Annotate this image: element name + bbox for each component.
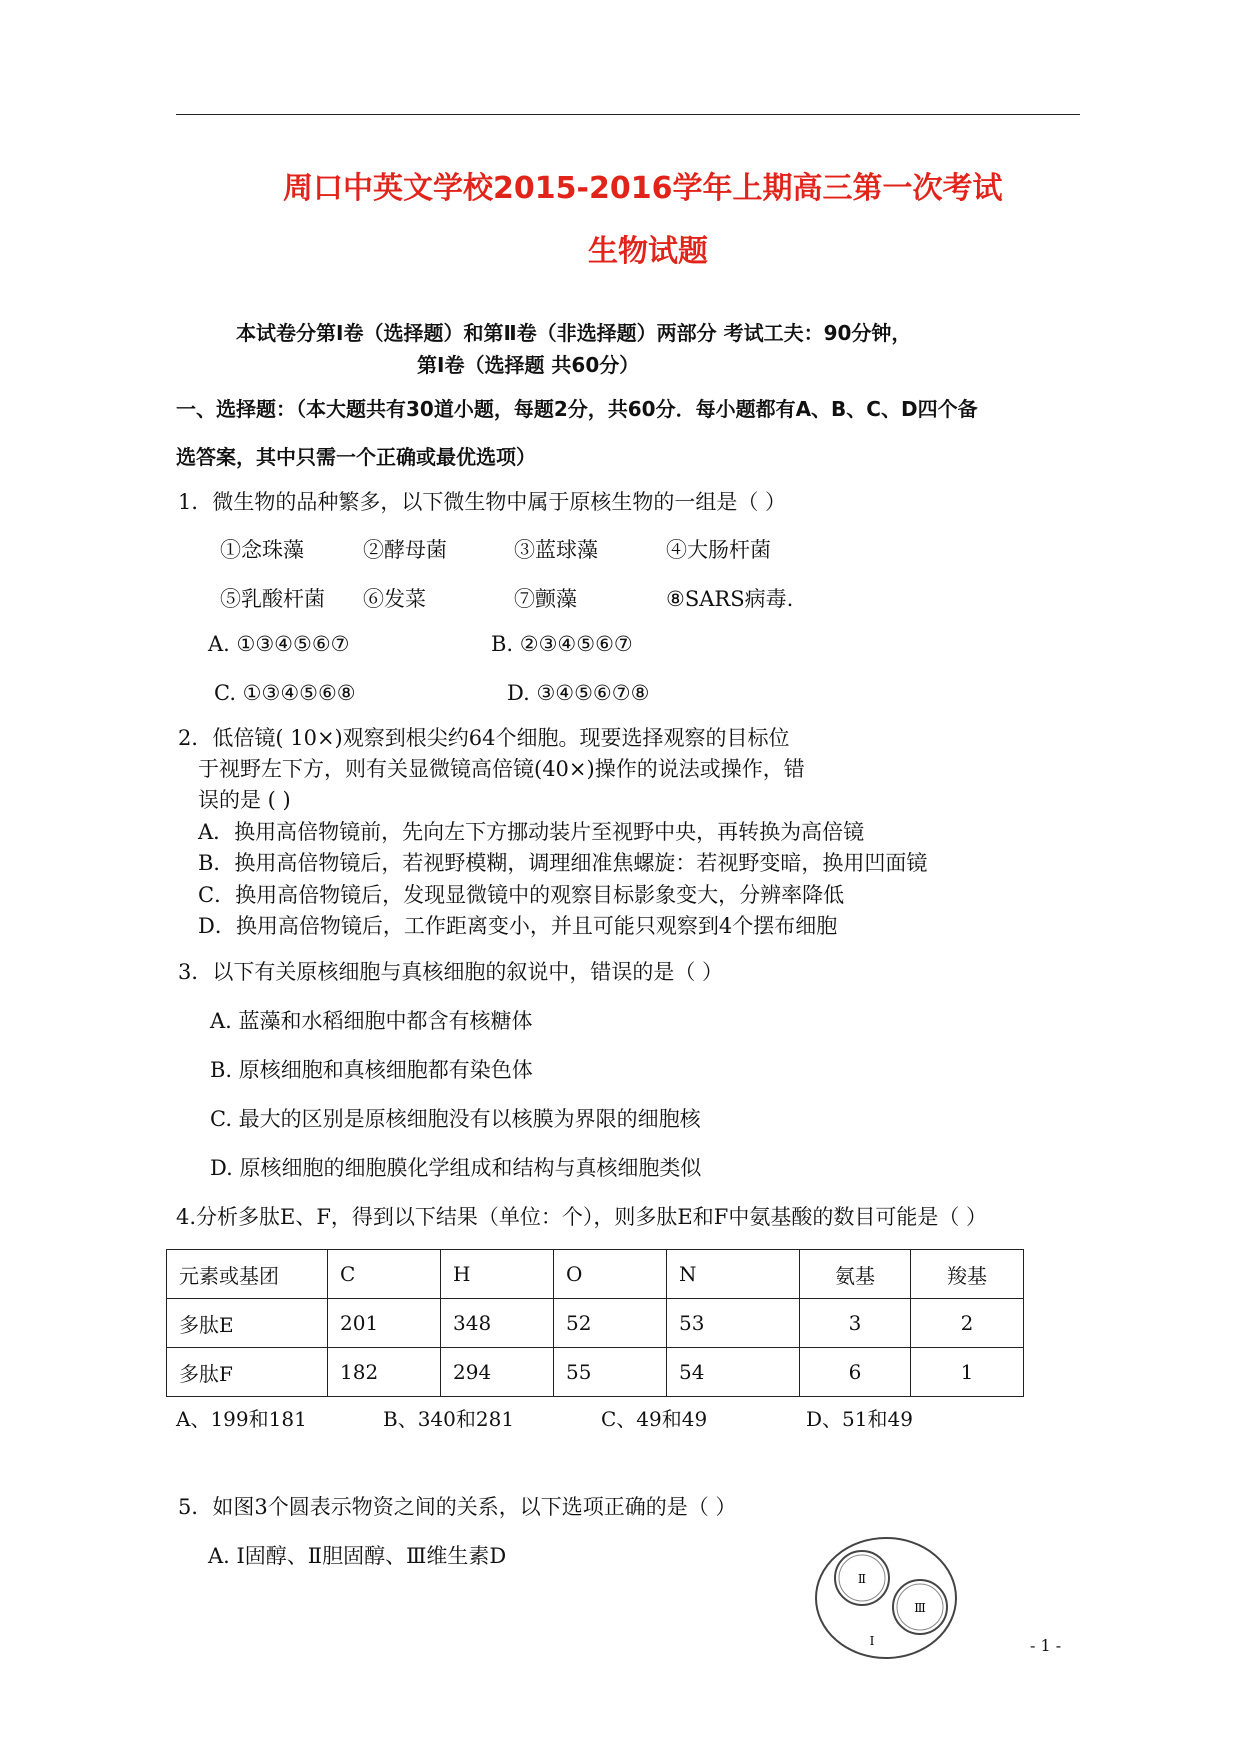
q4-option-b: B、340和281: [383, 1407, 515, 1431]
q2-option-b: B．换用高倍物镜后，若视野模糊，调理细准焦螺旋：若视野变暗，换用凹面镜: [198, 851, 928, 875]
q1-item-1: ①念珠藻: [220, 538, 304, 562]
q4-option-d: D、51和49: [806, 1407, 913, 1431]
venn-circle-diagram: [812, 1535, 960, 1661]
table-cell: 1: [911, 1348, 1024, 1397]
table-cell: 53: [667, 1299, 800, 1348]
q1-option-d: D. ③④⑤⑥⑦⑧: [507, 681, 650, 705]
q3-option-b: B. 原核细胞和真核细胞都有染色体: [210, 1058, 533, 1082]
table-cell: 54: [667, 1348, 800, 1397]
q2-option-d: D．换用高倍物镜后，工作距离变小，并且可能只观察到4个摆布细胞: [198, 914, 838, 938]
q2-option-a: A．换用高倍物镜前，先向左下方挪动装片至视野中央，再转换为高倍镜: [198, 820, 865, 844]
table-cell: 294: [441, 1348, 554, 1397]
q1-item-5: ⑤乳酸杆菌: [220, 587, 325, 611]
table-cell: 348: [441, 1299, 554, 1348]
table-header-cell: 羧基: [911, 1250, 1024, 1299]
question-1-stem: 1．微生物的品种繁多，以下微生物中属于原核生物的一组是（ ）: [178, 490, 787, 514]
table-cell: 3: [800, 1299, 911, 1348]
q1-item-8: ⑧SARS病毒.: [666, 587, 794, 611]
q1-option-b: B. ②③④⑤⑥⑦: [491, 632, 633, 656]
table-header-cell: H: [441, 1250, 554, 1299]
label-right: Ⅲ: [914, 1601, 926, 1615]
q1-item-7: ⑦颤藻: [514, 587, 577, 611]
q4-option-c: C、49和49: [601, 1407, 708, 1431]
q3-option-d: D. 原核细胞的细胞膜化学组成和结构与真核细胞类似: [210, 1156, 702, 1180]
table-header-cell: N: [667, 1250, 800, 1299]
table-row: [167, 1299, 1024, 1348]
page-number: - 1 -: [1030, 1636, 1062, 1655]
table-header-cell: 氨基: [800, 1250, 911, 1299]
q2-option-c: C．换用高倍物镜后，发现显微镜中的观察目标影象变大，分辨率降低: [198, 883, 845, 907]
table-header-row: [167, 1250, 1024, 1299]
question-2-stem-line-3: 误的是 ( ): [198, 788, 291, 812]
table-cell: 55: [554, 1348, 667, 1397]
question-5-stem: 5．如图3个圆表示物资之间的关系，以下选项正确的是（ ）: [178, 1495, 737, 1519]
q1-item-2: ②酵母菌: [363, 538, 447, 562]
q1-item-3: ③蓝球藻: [514, 538, 598, 562]
table-cell: 201: [328, 1299, 441, 1348]
table-cell: 多肽E: [167, 1299, 328, 1348]
q1-option-c: C. ①③④⑤⑥⑧: [214, 681, 356, 705]
table-row: [167, 1348, 1024, 1397]
table-cell: 6: [800, 1348, 911, 1397]
q5-option-a: A. Ⅰ固醇、Ⅱ胆固醇、Ⅲ维生素D: [208, 1544, 507, 1568]
q3-option-a: A. 蓝藻和水稻细胞中都含有核糖体: [210, 1009, 533, 1033]
table-header-cell: O: [554, 1250, 667, 1299]
table-cell: 182: [328, 1348, 441, 1397]
q3-option-c: C. 最大的区别是原核细胞没有以核膜为界限的细胞核: [210, 1107, 701, 1131]
q1-item-6: ⑥发菜: [363, 587, 426, 611]
question-4-stem: 4.分析多肽E、F，得到以下结果（单位：个），则多肽E和F中氨基酸的数目可能是（ ）: [176, 1205, 988, 1229]
label-outer: Ⅰ: [869, 1634, 875, 1648]
section-instructions-line-1: 一、选择题：（本大题共有30道小题，每题2分，共60分．每小题都有A、B、C、D四个备: [176, 397, 978, 421]
table-header-cell: 元素或基团: [167, 1250, 328, 1299]
peptide-table: [166, 1249, 1024, 1397]
table-header-cell: C: [328, 1250, 441, 1299]
table-cell: 2: [911, 1299, 1024, 1348]
circle-outer: [816, 1538, 956, 1658]
header-rule: [176, 114, 1080, 115]
table-cell: 多肽F: [167, 1348, 328, 1397]
section-instructions-line-2: 选答案，其中只需一个正确或最优选项）: [176, 445, 536, 469]
question-3-stem: 3．以下有关原核细胞与真核细胞的叙说中，错误的是（ ）: [178, 960, 724, 984]
intro-line-2: 第Ⅰ卷（选择题 共60分）: [417, 353, 640, 377]
q1-item-4: ④大肠杆菌: [666, 538, 771, 562]
exam-title: 周口中英文学校2015-2016学年上期高三第一次考试: [283, 171, 1003, 206]
q4-option-a: A、199和181: [176, 1407, 307, 1431]
exam-subtitle: 生物试题: [588, 234, 708, 269]
question-2-stem-line-1: 2．低倍镜( 10×)观察到根尖约64个细胞。现要选择观察的目标位: [178, 726, 790, 750]
q1-option-a: A. ①③④⑤⑥⑦: [208, 632, 350, 656]
label-left: Ⅱ: [857, 1572, 867, 1586]
intro-line-1: 本试卷分第Ⅰ卷（选择题）和第Ⅱ卷（非选择题）两部分 考试工夫：90分钟，: [236, 321, 912, 345]
question-2-stem-line-2: 于视野左下方，则有关显微镜高倍镜(40×)操作的说法或操作，错: [198, 757, 805, 781]
table-cell: 52: [554, 1299, 667, 1348]
